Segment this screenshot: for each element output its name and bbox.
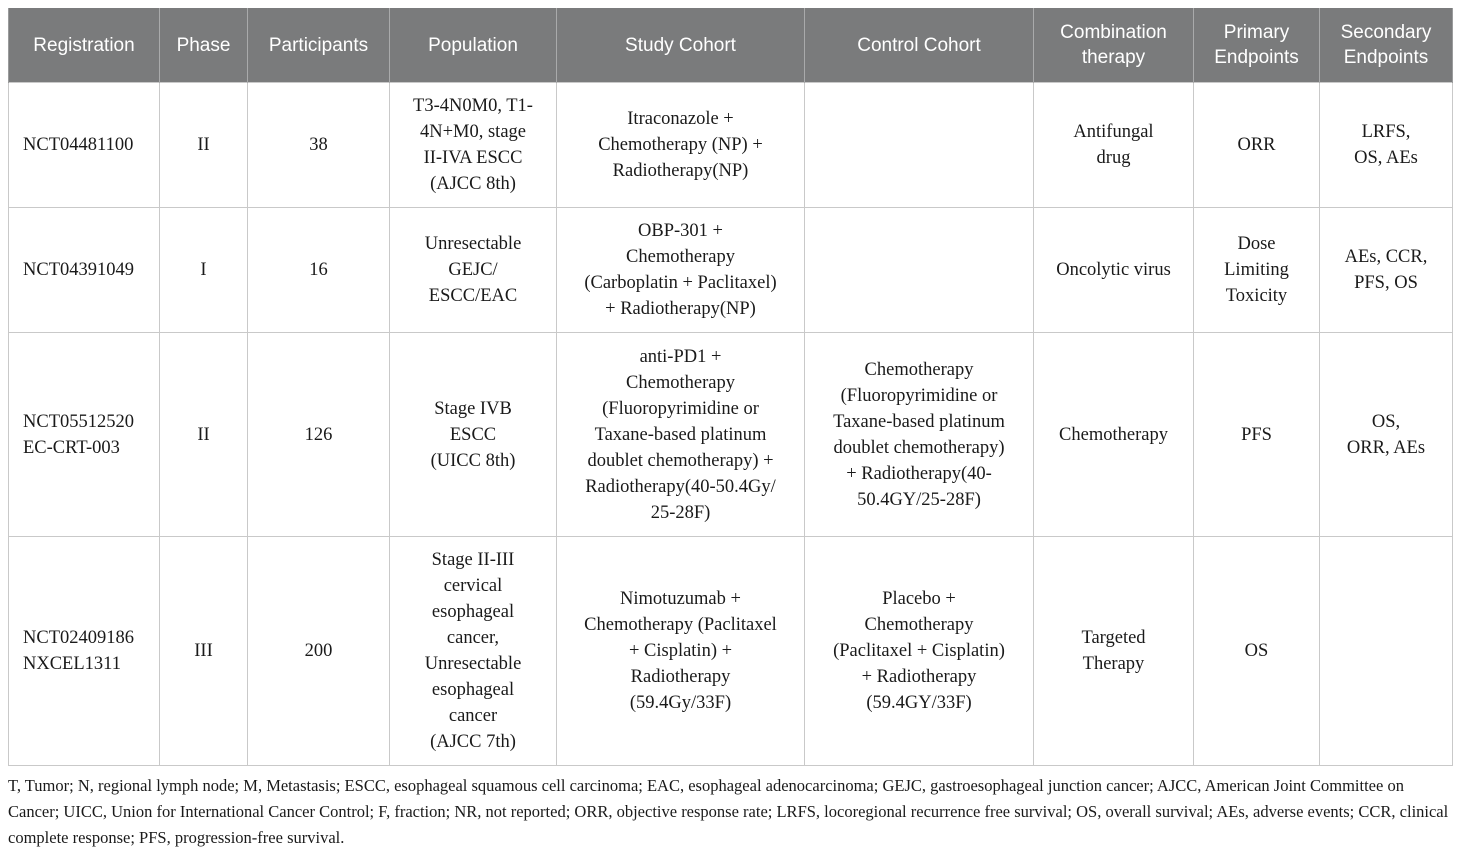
header-registration: Registration <box>9 8 160 83</box>
table-row <box>9 333 1453 537</box>
cell-combination-therapy: Chemotherapy <box>1034 333 1194 537</box>
header-control-cohort: Control Cohort <box>805 8 1034 83</box>
clinical-trials-table <box>8 8 1453 766</box>
table-body <box>9 83 1453 766</box>
cell-combination-therapy: Antifungal drug <box>1034 83 1194 208</box>
cell-participants: 38 <box>248 83 390 208</box>
cell-registration: NCT05512520 EC-CRT-003 <box>9 333 160 537</box>
cell-control-cohort <box>805 83 1034 208</box>
table-row <box>9 83 1453 208</box>
cell-phase: I <box>160 208 248 333</box>
table-container <box>8 8 1452 851</box>
cell-registration: NCT04391049 <box>9 208 160 333</box>
table-row <box>9 208 1453 333</box>
cell-registration: NCT02409186 NXCEL1311 <box>9 537 160 766</box>
cell-primary-endpoints: ORR <box>1194 83 1320 208</box>
cell-population: T3-4N0M0, T1- 4N+M0, stage II-IVA ESCC (AJCC 8th) <box>390 83 557 208</box>
cell-control-cohort <box>805 208 1034 333</box>
header-study-cohort: Study Cohort <box>557 8 805 83</box>
cell-phase: II <box>160 333 248 537</box>
cell-study-cohort: anti-PD1 + Chemotherapy (Fluoropyrimidine or Taxane-based platinum doublet chemotherapy) + Radiotherapy(40-50.4Gy/ 25-28F) <box>557 333 805 537</box>
cell-participants: 200 <box>248 537 390 766</box>
cell-participants: 16 <box>248 208 390 333</box>
cell-registration: NCT04481100 <box>9 83 160 208</box>
table-row <box>9 537 1453 766</box>
cell-primary-endpoints: OS <box>1194 537 1320 766</box>
header-population: Population <box>390 8 557 83</box>
cell-population: Stage II-III cervical esophageal cancer, Unresectable esophageal cancer (AJCC 7th) <box>390 537 557 766</box>
table-footnote: T, Tumor; N, regional lymph node; M, Metastasis; ESCC, esophageal squamous cell carcinoma; EAC, esophageal adenocarcinoma; GEJC, gastroesophageal junction cancer; AJCC, American Joint Committee on Cancer; UICC, Union for International Cancer Control; F, fraction; NR, not reported; ORR, objective response rate; LRFS, locoregional recurrence free survival; OS, overall survival; AEs, adverse events; CCR, clinical complete response; PFS, progression-free survival. <box>8 776 1449 847</box>
cell-phase: III <box>160 537 248 766</box>
cell-secondary-endpoints: AEs, CCR, PFS, OS <box>1320 208 1453 333</box>
cell-combination-therapy: Targeted Therapy <box>1034 537 1194 766</box>
cell-secondary-endpoints: OS, ORR, AEs <box>1320 333 1453 537</box>
cell-secondary-endpoints <box>1320 537 1453 766</box>
header-secondary-endpoints: Secondary Endpoints <box>1320 8 1453 83</box>
header-participants: Participants <box>248 8 390 83</box>
cell-secondary-endpoints: LRFS, OS, AEs <box>1320 83 1453 208</box>
cell-combination-therapy: Oncolytic virus <box>1034 208 1194 333</box>
cell-participants: 126 <box>248 333 390 537</box>
header-row <box>9 8 1453 83</box>
cell-phase: II <box>160 83 248 208</box>
cell-study-cohort: Itraconazole + Chemotherapy (NP) + Radiotherapy(NP) <box>557 83 805 208</box>
cell-study-cohort: OBP-301 + Chemotherapy (Carboplatin + Paclitaxel) + Radiotherapy(NP) <box>557 208 805 333</box>
header-combination-therapy: Combination therapy <box>1034 8 1194 83</box>
cell-primary-endpoints: PFS <box>1194 333 1320 537</box>
cell-control-cohort: Placebo + Chemotherapy (Paclitaxel + Cisplatin) + Radiotherapy (59.4GY/33F) <box>805 537 1034 766</box>
cell-primary-endpoints: Dose Limiting Toxicity <box>1194 208 1320 333</box>
cell-population: Stage IVB ESCC (UICC 8th) <box>390 333 557 537</box>
header-primary-endpoints: Primary Endpoints <box>1194 8 1320 83</box>
header-phase: Phase <box>160 8 248 83</box>
cell-population: Unresectable GEJC/ ESCC/EAC <box>390 208 557 333</box>
cell-control-cohort: Chemotherapy (Fluoropyrimidine or Taxane-based platinum doublet chemotherapy) + Radiotherapy(40- 50.4GY/25-28F) <box>805 333 1034 537</box>
cell-study-cohort: Nimotuzumab + Chemotherapy (Paclitaxel + Cisplatin) + Radiotherapy (59.4Gy/33F) <box>557 537 805 766</box>
table-header <box>9 8 1453 83</box>
